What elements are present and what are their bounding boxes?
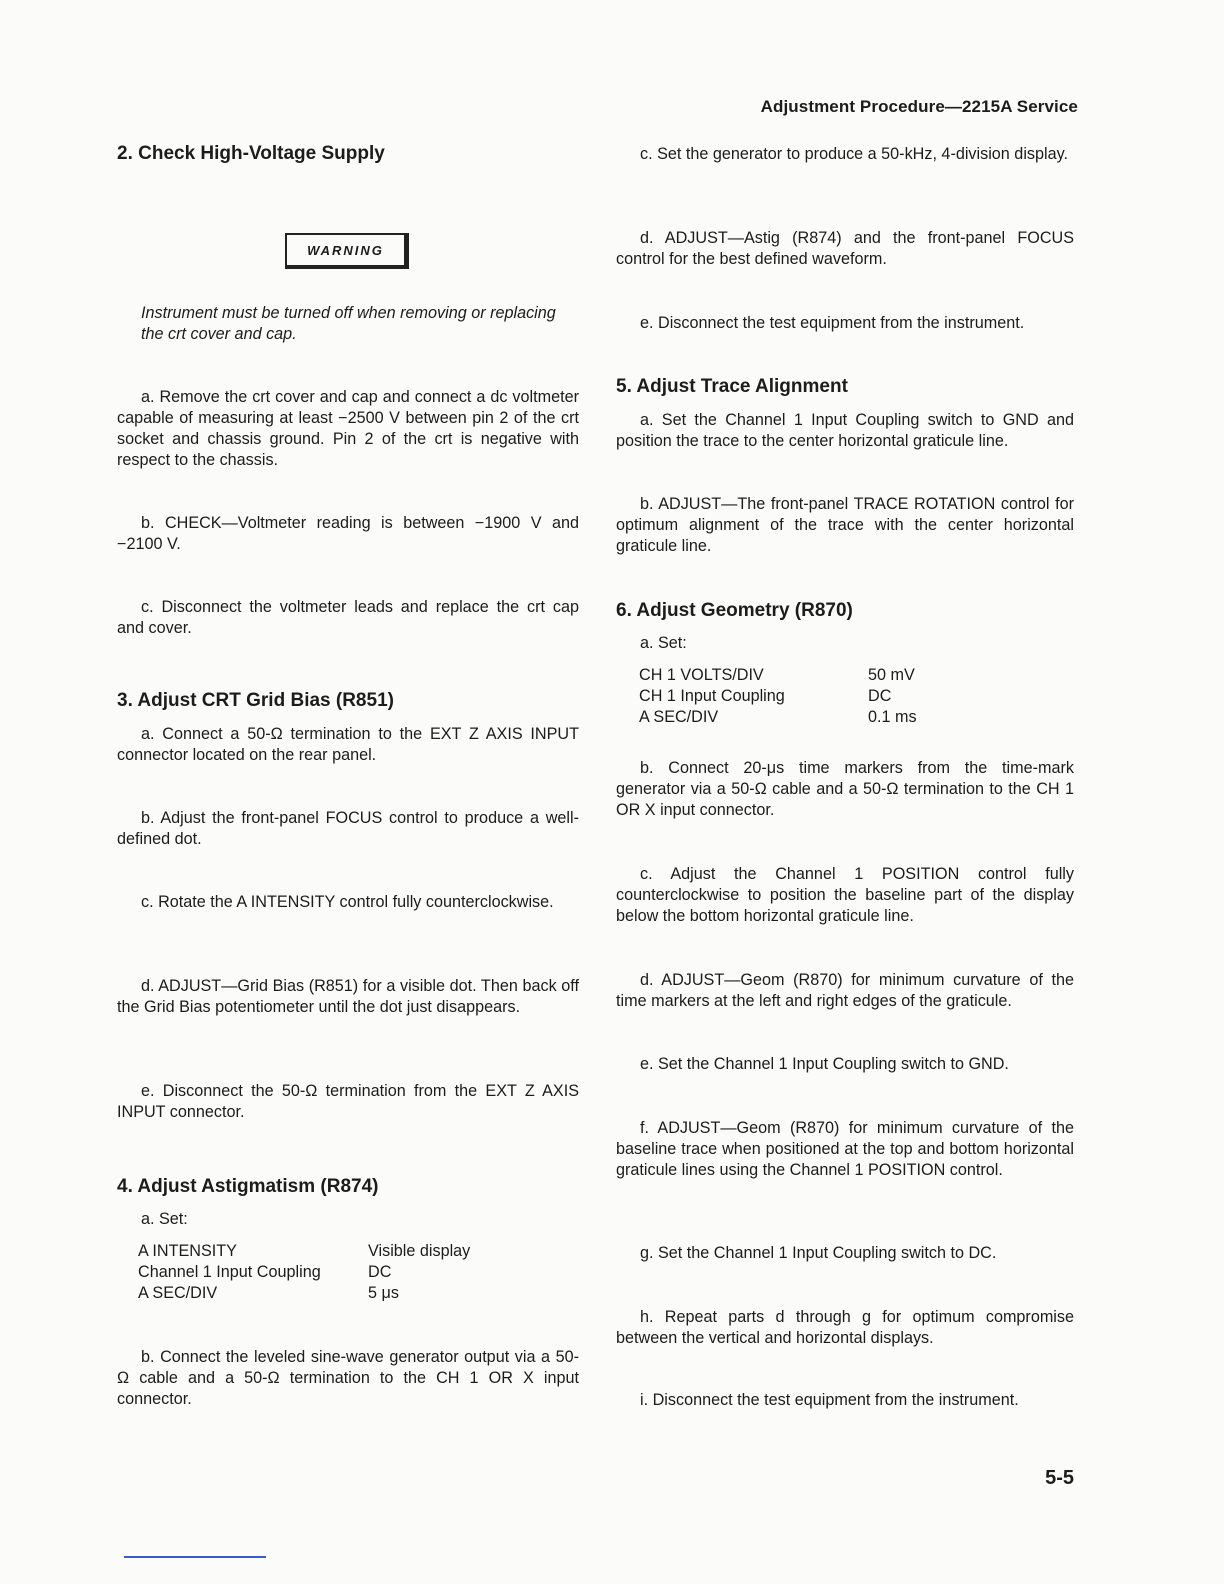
section-4-settings-table — [138, 1241, 470, 1304]
section-2-title: 2. Check High-Voltage Supply — [117, 143, 385, 164]
running-header: Adjustment Procedure—2215A Service — [760, 97, 1078, 116]
setting-name: CH 1 VOLTS/DIV — [639, 666, 764, 684]
section-5-step-b: b. ADJUST—The front-panel TRACE ROTATION control for optimum alignment of the trace with the center horizontal graticule line. — [616, 495, 1074, 555]
section-3-step-a: a. Connect a 50-Ω termination to the EXT Z AXIS INPUT connector located on the rear panel. — [117, 725, 579, 764]
settings-row — [639, 707, 917, 728]
setting-name: A INTENSITY — [138, 1242, 237, 1260]
section-6-step-a: a. Set: — [640, 634, 687, 652]
settings-row — [138, 1241, 470, 1262]
section-5-title: 5. Adjust Trace Alignment — [616, 376, 848, 397]
warning-label: WARNING — [307, 242, 384, 258]
section-3-step-b: b. Adjust the front-panel FOCUS control to produce a well-defined dot. — [117, 809, 579, 848]
setting-name: Channel 1 Input Coupling — [138, 1263, 321, 1281]
section-4-step-a: a. Set: — [141, 1210, 188, 1228]
section-3-step-c: c. Rotate the A INTENSITY control fully counterclockwise. — [141, 893, 554, 911]
setting-name: A SEC/DIV — [639, 708, 719, 726]
settings-row — [138, 1283, 470, 1304]
section-3-title: 3. Adjust CRT Grid Bias (R851) — [117, 690, 394, 711]
section-6-title: 6. Adjust Geometry (R870) — [616, 600, 853, 621]
section-6-step-i: i. Disconnect the test equipment from the instrument. — [640, 1391, 1019, 1409]
section-6-step-h: h. Repeat parts d through g for optimum compromise between the vertical and horizontal displays. — [616, 1308, 1074, 1347]
section-2-step-b: b. CHECK—Voltmeter reading is between −1900 V and −2100 V. — [117, 514, 579, 553]
setting-value: Visible display — [368, 1242, 471, 1260]
section-6-step-d: d. ADJUST—Geom (R870) for minimum curvature of the time markers at the left and right edges of the graticule. — [616, 971, 1074, 1010]
section-6-step-f: f. ADJUST—Geom (R870) for minimum curvature of the baseline trace when positioned at the top and bottom horizontal graticule lines using the Channel 1 POSITION control. — [616, 1119, 1074, 1179]
setting-value: DC — [868, 687, 892, 705]
setting-value: 0.1 ms — [868, 708, 917, 726]
section-3-step-e: e. Disconnect the 50-Ω termination from the EXT Z AXIS INPUT connector. — [117, 1082, 579, 1121]
section-6-settings-table — [639, 665, 917, 728]
section-5-step-a: a. Set the Channel 1 Input Coupling switch to GND and position the trace to the center horizontal graticule line. — [616, 411, 1074, 450]
settings-row — [639, 665, 917, 686]
page-number: 5-5 — [1045, 1467, 1074, 1489]
settings-row — [138, 1262, 470, 1283]
section-4-title: 4. Adjust Astigmatism (R874) — [117, 1176, 379, 1197]
section-4-step-b: b. Connect the leveled sine-wave generator output via a 50-Ω cable and a 50-Ω termination to the CH 1 OR X input connector. — [117, 1348, 579, 1408]
setting-value: 50 mV — [868, 666, 915, 684]
section-4-step-e: e. Disconnect the test equipment from the instrument. — [640, 314, 1025, 332]
warning-text: Instrument must be turned off when removing or replacing the crt cover and cap. — [141, 304, 556, 343]
setting-value: 5 μs — [368, 1284, 399, 1302]
section-4-step-c: c. Set the generator to produce a 50-kHz, 4-division display. — [640, 145, 1068, 163]
settings-row — [639, 686, 917, 707]
section-6-step-g: g. Set the Channel 1 Input Coupling switch to DC. — [640, 1244, 997, 1262]
section-2-step-a: a. Remove the crt cover and cap and connect a dc voltmeter capable of measuring at least −2500 V between pin 2 of the crt socket and chassis ground. Pin 2 of the crt is negative with respect to the chassis. — [117, 388, 579, 469]
setting-name: A SEC/DIV — [138, 1284, 218, 1302]
section-2-step-c: c. Disconnect the voltmeter leads and replace the crt cap and cover. — [117, 598, 579, 637]
setting-value: DC — [368, 1263, 392, 1281]
warning-box — [285, 233, 409, 269]
setting-name: CH 1 Input Coupling — [639, 687, 785, 705]
section-3-step-d: d. ADJUST—Grid Bias (R851) for a visible dot. Then back off the Grid Bias potentiometer until the dot just disappears. — [117, 977, 579, 1016]
section-6-step-c: c. Adjust the Channel 1 POSITION control fully counterclockwise to position the baseline part of the display below the bottom horizontal graticule line. — [616, 865, 1074, 925]
section-6-step-b: b. Connect 20-μs time markers from the time-mark generator via a 50-Ω cable and a 50-Ω termination to the CH 1 OR X input connector. — [616, 759, 1074, 819]
section-6-step-e: e. Set the Channel 1 Input Coupling switch to GND. — [640, 1055, 1009, 1073]
section-4-step-d: d. ADJUST—Astig (R874) and the front-panel FOCUS control for the best defined waveform. — [616, 229, 1074, 268]
footer-rule — [124, 1556, 266, 1558]
